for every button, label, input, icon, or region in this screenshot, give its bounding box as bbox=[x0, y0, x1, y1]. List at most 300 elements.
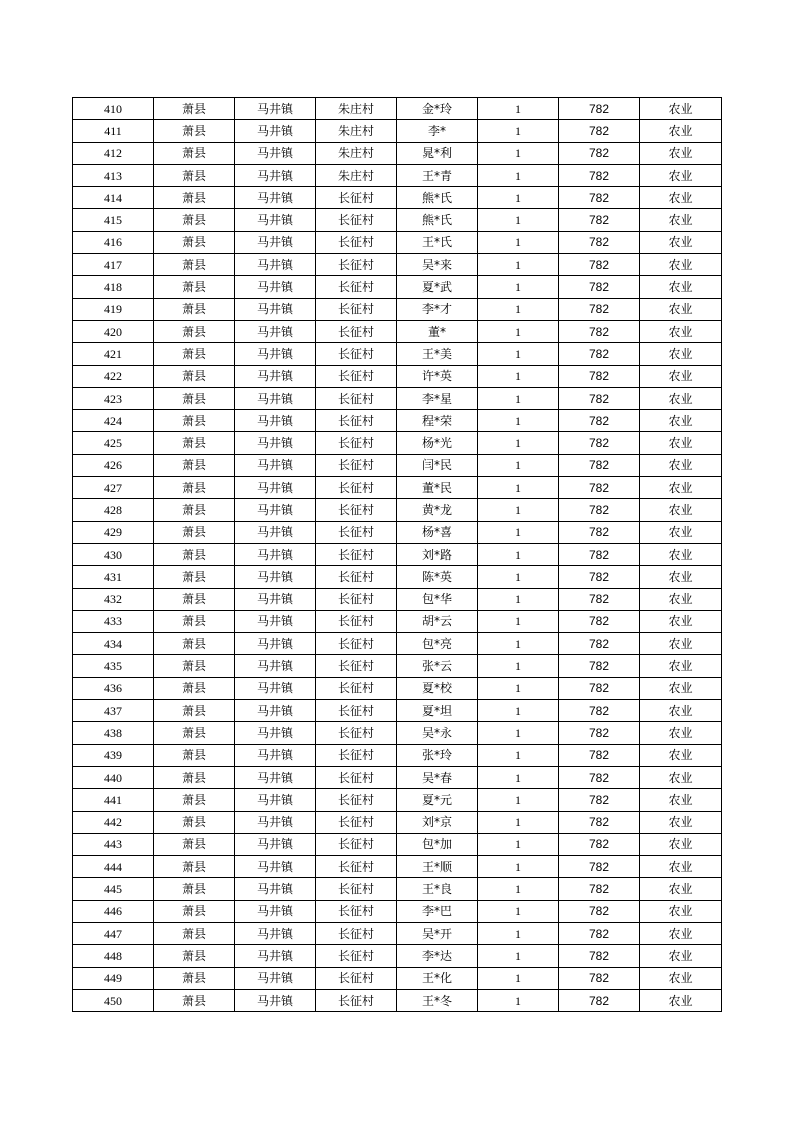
name-cell: 夏*元 bbox=[397, 789, 478, 811]
town-cell: 马井镇 bbox=[235, 432, 316, 454]
category-cell: 农业 bbox=[640, 766, 722, 788]
amount-cell: 782 bbox=[559, 967, 640, 989]
category-cell: 农业 bbox=[640, 164, 722, 186]
village-cell: 长征村 bbox=[316, 989, 397, 1011]
amount-cell: 782 bbox=[559, 655, 640, 677]
name-cell: 吴*来 bbox=[397, 254, 478, 276]
category-cell: 农业 bbox=[640, 900, 722, 922]
village-cell: 长征村 bbox=[316, 856, 397, 878]
village-cell: 朱庄村 bbox=[316, 142, 397, 164]
village-cell: 长征村 bbox=[316, 387, 397, 409]
table-row bbox=[73, 320, 722, 342]
name-cell: 胡*云 bbox=[397, 610, 478, 632]
amount-cell: 782 bbox=[559, 343, 640, 365]
amount-cell: 782 bbox=[559, 588, 640, 610]
county-cell: 萧县 bbox=[154, 298, 235, 320]
village-cell: 长征村 bbox=[316, 833, 397, 855]
name-cell: 刘*路 bbox=[397, 543, 478, 565]
amount-cell: 782 bbox=[559, 432, 640, 454]
county-cell: 萧县 bbox=[154, 811, 235, 833]
amount-cell: 782 bbox=[559, 209, 640, 231]
serial-number-cell: 431 bbox=[73, 566, 154, 588]
county-cell: 萧县 bbox=[154, 365, 235, 387]
category-cell: 农业 bbox=[640, 856, 722, 878]
count-cell: 1 bbox=[478, 387, 559, 409]
table-row bbox=[73, 432, 722, 454]
town-cell: 马井镇 bbox=[235, 254, 316, 276]
town-cell: 马井镇 bbox=[235, 922, 316, 944]
town-cell: 马井镇 bbox=[235, 677, 316, 699]
count-cell: 1 bbox=[478, 633, 559, 655]
town-cell: 马井镇 bbox=[235, 454, 316, 476]
table-row bbox=[73, 700, 722, 722]
table-row bbox=[73, 164, 722, 186]
table-row bbox=[73, 187, 722, 209]
category-cell: 农业 bbox=[640, 499, 722, 521]
count-cell: 1 bbox=[478, 900, 559, 922]
category-cell: 农业 bbox=[640, 588, 722, 610]
category-cell: 农业 bbox=[640, 120, 722, 142]
count-cell: 1 bbox=[478, 588, 559, 610]
town-cell: 马井镇 bbox=[235, 900, 316, 922]
amount-cell: 782 bbox=[559, 833, 640, 855]
name-cell: 杨*光 bbox=[397, 432, 478, 454]
serial-number-cell: 410 bbox=[73, 98, 154, 120]
amount-cell: 782 bbox=[559, 766, 640, 788]
town-cell: 马井镇 bbox=[235, 610, 316, 632]
category-cell: 农业 bbox=[640, 454, 722, 476]
category-cell: 农业 bbox=[640, 922, 722, 944]
category-cell: 农业 bbox=[640, 722, 722, 744]
category-cell: 农业 bbox=[640, 833, 722, 855]
count-cell: 1 bbox=[478, 454, 559, 476]
village-cell: 长征村 bbox=[316, 499, 397, 521]
serial-number-cell: 419 bbox=[73, 298, 154, 320]
village-cell: 长征村 bbox=[316, 789, 397, 811]
town-cell: 马井镇 bbox=[235, 700, 316, 722]
count-cell: 1 bbox=[478, 878, 559, 900]
table-row bbox=[73, 766, 722, 788]
name-cell: 夏*武 bbox=[397, 276, 478, 298]
county-cell: 萧县 bbox=[154, 610, 235, 632]
serial-number-cell: 416 bbox=[73, 231, 154, 253]
county-cell: 萧县 bbox=[154, 833, 235, 855]
name-cell: 张*云 bbox=[397, 655, 478, 677]
name-cell: 李*达 bbox=[397, 945, 478, 967]
serial-number-cell: 415 bbox=[73, 209, 154, 231]
category-cell: 农业 bbox=[640, 98, 722, 120]
name-cell: 张*玲 bbox=[397, 744, 478, 766]
category-cell: 农业 bbox=[640, 945, 722, 967]
count-cell: 1 bbox=[478, 98, 559, 120]
village-cell: 长征村 bbox=[316, 432, 397, 454]
name-cell: 王*氏 bbox=[397, 231, 478, 253]
amount-cell: 782 bbox=[559, 298, 640, 320]
serial-number-cell: 448 bbox=[73, 945, 154, 967]
county-cell: 萧县 bbox=[154, 231, 235, 253]
county-cell: 萧县 bbox=[154, 677, 235, 699]
count-cell: 1 bbox=[478, 499, 559, 521]
serial-number-cell: 442 bbox=[73, 811, 154, 833]
town-cell: 马井镇 bbox=[235, 231, 316, 253]
town-cell: 马井镇 bbox=[235, 320, 316, 342]
county-cell: 萧县 bbox=[154, 343, 235, 365]
county-cell: 萧县 bbox=[154, 744, 235, 766]
count-cell: 1 bbox=[478, 833, 559, 855]
amount-cell: 782 bbox=[559, 187, 640, 209]
table-row bbox=[73, 744, 722, 766]
amount-cell: 782 bbox=[559, 98, 640, 120]
village-cell: 长征村 bbox=[316, 900, 397, 922]
count-cell: 1 bbox=[478, 722, 559, 744]
table-row bbox=[73, 499, 722, 521]
table-row bbox=[73, 231, 722, 253]
category-cell: 农业 bbox=[640, 410, 722, 432]
county-cell: 萧县 bbox=[154, 187, 235, 209]
village-cell: 长征村 bbox=[316, 343, 397, 365]
county-cell: 萧县 bbox=[154, 120, 235, 142]
count-cell: 1 bbox=[478, 320, 559, 342]
county-cell: 萧县 bbox=[154, 922, 235, 944]
table-row bbox=[73, 878, 722, 900]
town-cell: 马井镇 bbox=[235, 789, 316, 811]
serial-number-cell: 420 bbox=[73, 320, 154, 342]
serial-number-cell: 450 bbox=[73, 989, 154, 1011]
count-cell: 1 bbox=[478, 432, 559, 454]
county-cell: 萧县 bbox=[154, 98, 235, 120]
county-cell: 萧县 bbox=[154, 700, 235, 722]
category-cell: 农业 bbox=[640, 231, 722, 253]
table-row bbox=[73, 945, 722, 967]
town-cell: 马井镇 bbox=[235, 276, 316, 298]
table-row bbox=[73, 454, 722, 476]
name-cell: 程*荣 bbox=[397, 410, 478, 432]
county-cell: 萧县 bbox=[154, 454, 235, 476]
table-row bbox=[73, 588, 722, 610]
serial-number-cell: 436 bbox=[73, 677, 154, 699]
category-cell: 农业 bbox=[640, 187, 722, 209]
table-row bbox=[73, 254, 722, 276]
amount-cell: 782 bbox=[559, 922, 640, 944]
village-cell: 长征村 bbox=[316, 967, 397, 989]
table-row bbox=[73, 789, 722, 811]
village-cell: 长征村 bbox=[316, 320, 397, 342]
category-cell: 农业 bbox=[640, 432, 722, 454]
amount-cell: 782 bbox=[559, 231, 640, 253]
name-cell: 晁*利 bbox=[397, 142, 478, 164]
amount-cell: 782 bbox=[559, 320, 640, 342]
village-cell: 长征村 bbox=[316, 722, 397, 744]
name-cell: 包*加 bbox=[397, 833, 478, 855]
count-cell: 1 bbox=[478, 610, 559, 632]
amount-cell: 782 bbox=[559, 856, 640, 878]
count-cell: 1 bbox=[478, 276, 559, 298]
county-cell: 萧县 bbox=[154, 566, 235, 588]
town-cell: 马井镇 bbox=[235, 989, 316, 1011]
village-cell: 长征村 bbox=[316, 700, 397, 722]
county-cell: 萧县 bbox=[154, 766, 235, 788]
village-cell: 长征村 bbox=[316, 566, 397, 588]
category-cell: 农业 bbox=[640, 209, 722, 231]
name-cell: 王*化 bbox=[397, 967, 478, 989]
name-cell: 闫*民 bbox=[397, 454, 478, 476]
serial-number-cell: 445 bbox=[73, 878, 154, 900]
table-row bbox=[73, 142, 722, 164]
amount-cell: 782 bbox=[559, 387, 640, 409]
serial-number-cell: 421 bbox=[73, 343, 154, 365]
category-cell: 农业 bbox=[640, 387, 722, 409]
count-cell: 1 bbox=[478, 343, 559, 365]
serial-number-cell: 423 bbox=[73, 387, 154, 409]
town-cell: 马井镇 bbox=[235, 856, 316, 878]
amount-cell: 782 bbox=[559, 789, 640, 811]
count-cell: 1 bbox=[478, 231, 559, 253]
name-cell: 夏*坦 bbox=[397, 700, 478, 722]
amount-cell: 782 bbox=[559, 900, 640, 922]
county-cell: 萧县 bbox=[154, 387, 235, 409]
village-cell: 长征村 bbox=[316, 477, 397, 499]
count-cell: 1 bbox=[478, 521, 559, 543]
category-cell: 农业 bbox=[640, 477, 722, 499]
table-row bbox=[73, 477, 722, 499]
town-cell: 马井镇 bbox=[235, 811, 316, 833]
serial-number-cell: 447 bbox=[73, 922, 154, 944]
village-cell: 长征村 bbox=[316, 365, 397, 387]
town-cell: 马井镇 bbox=[235, 878, 316, 900]
serial-number-cell: 441 bbox=[73, 789, 154, 811]
county-cell: 萧县 bbox=[154, 543, 235, 565]
county-cell: 萧县 bbox=[154, 432, 235, 454]
table-row bbox=[73, 833, 722, 855]
village-cell: 长征村 bbox=[316, 298, 397, 320]
count-cell: 1 bbox=[478, 365, 559, 387]
name-cell: 王*美 bbox=[397, 343, 478, 365]
category-cell: 农业 bbox=[640, 744, 722, 766]
serial-number-cell: 446 bbox=[73, 900, 154, 922]
table-row bbox=[73, 633, 722, 655]
category-cell: 农业 bbox=[640, 566, 722, 588]
town-cell: 马井镇 bbox=[235, 566, 316, 588]
amount-cell: 782 bbox=[559, 164, 640, 186]
count-cell: 1 bbox=[478, 945, 559, 967]
count-cell: 1 bbox=[478, 142, 559, 164]
village-cell: 朱庄村 bbox=[316, 164, 397, 186]
amount-cell: 782 bbox=[559, 610, 640, 632]
count-cell: 1 bbox=[478, 856, 559, 878]
county-cell: 萧县 bbox=[154, 878, 235, 900]
town-cell: 马井镇 bbox=[235, 387, 316, 409]
amount-cell: 782 bbox=[559, 142, 640, 164]
category-cell: 农业 bbox=[640, 789, 722, 811]
amount-cell: 782 bbox=[559, 566, 640, 588]
serial-number-cell: 435 bbox=[73, 655, 154, 677]
village-cell: 朱庄村 bbox=[316, 98, 397, 120]
table-row bbox=[73, 722, 722, 744]
category-cell: 农业 bbox=[640, 320, 722, 342]
count-cell: 1 bbox=[478, 543, 559, 565]
category-cell: 农业 bbox=[640, 811, 722, 833]
village-cell: 朱庄村 bbox=[316, 120, 397, 142]
name-cell: 金*玲 bbox=[397, 98, 478, 120]
name-cell: 黄*龙 bbox=[397, 499, 478, 521]
serial-number-cell: 443 bbox=[73, 833, 154, 855]
village-cell: 长征村 bbox=[316, 610, 397, 632]
category-cell: 农业 bbox=[640, 343, 722, 365]
village-cell: 长征村 bbox=[316, 521, 397, 543]
town-cell: 马井镇 bbox=[235, 833, 316, 855]
county-cell: 萧县 bbox=[154, 410, 235, 432]
name-cell: 李* bbox=[397, 120, 478, 142]
category-cell: 农业 bbox=[640, 521, 722, 543]
count-cell: 1 bbox=[478, 789, 559, 811]
table-row bbox=[73, 521, 722, 543]
name-cell: 王*良 bbox=[397, 878, 478, 900]
table-row bbox=[73, 209, 722, 231]
amount-cell: 782 bbox=[559, 811, 640, 833]
serial-number-cell: 413 bbox=[73, 164, 154, 186]
county-cell: 萧县 bbox=[154, 633, 235, 655]
town-cell: 马井镇 bbox=[235, 499, 316, 521]
serial-number-cell: 425 bbox=[73, 432, 154, 454]
town-cell: 马井镇 bbox=[235, 945, 316, 967]
village-cell: 长征村 bbox=[316, 655, 397, 677]
count-cell: 1 bbox=[478, 120, 559, 142]
table-row bbox=[73, 655, 722, 677]
village-cell: 长征村 bbox=[316, 231, 397, 253]
amount-cell: 782 bbox=[559, 543, 640, 565]
town-cell: 马井镇 bbox=[235, 120, 316, 142]
amount-cell: 782 bbox=[559, 744, 640, 766]
count-cell: 1 bbox=[478, 477, 559, 499]
serial-number-cell: 440 bbox=[73, 766, 154, 788]
category-cell: 农业 bbox=[640, 633, 722, 655]
serial-number-cell: 433 bbox=[73, 610, 154, 632]
town-cell: 马井镇 bbox=[235, 477, 316, 499]
village-cell: 长征村 bbox=[316, 254, 397, 276]
county-cell: 萧县 bbox=[154, 276, 235, 298]
town-cell: 马井镇 bbox=[235, 410, 316, 432]
serial-number-cell: 428 bbox=[73, 499, 154, 521]
town-cell: 马井镇 bbox=[235, 588, 316, 610]
table-row bbox=[73, 543, 722, 565]
amount-cell: 782 bbox=[559, 521, 640, 543]
amount-cell: 782 bbox=[559, 454, 640, 476]
town-cell: 马井镇 bbox=[235, 655, 316, 677]
amount-cell: 782 bbox=[559, 254, 640, 276]
serial-number-cell: 439 bbox=[73, 744, 154, 766]
table-row bbox=[73, 410, 722, 432]
serial-number-cell: 427 bbox=[73, 477, 154, 499]
county-cell: 萧县 bbox=[154, 789, 235, 811]
table-row bbox=[73, 276, 722, 298]
category-cell: 农业 bbox=[640, 700, 722, 722]
table-row bbox=[73, 922, 722, 944]
count-cell: 1 bbox=[478, 700, 559, 722]
name-cell: 杨*喜 bbox=[397, 521, 478, 543]
amount-cell: 782 bbox=[559, 120, 640, 142]
table-row bbox=[73, 677, 722, 699]
county-cell: 萧县 bbox=[154, 254, 235, 276]
county-cell: 萧县 bbox=[154, 142, 235, 164]
name-cell: 包*亮 bbox=[397, 633, 478, 655]
category-cell: 农业 bbox=[640, 298, 722, 320]
serial-number-cell: 438 bbox=[73, 722, 154, 744]
count-cell: 1 bbox=[478, 677, 559, 699]
table-row bbox=[73, 343, 722, 365]
name-cell: 王*青 bbox=[397, 164, 478, 186]
table-row bbox=[73, 298, 722, 320]
table-row bbox=[73, 811, 722, 833]
serial-number-cell: 430 bbox=[73, 543, 154, 565]
county-cell: 萧县 bbox=[154, 499, 235, 521]
category-cell: 农业 bbox=[640, 655, 722, 677]
name-cell: 刘*京 bbox=[397, 811, 478, 833]
village-cell: 长征村 bbox=[316, 410, 397, 432]
village-cell: 长征村 bbox=[316, 187, 397, 209]
town-cell: 马井镇 bbox=[235, 365, 316, 387]
serial-number-cell: 434 bbox=[73, 633, 154, 655]
amount-cell: 782 bbox=[559, 989, 640, 1011]
county-cell: 萧县 bbox=[154, 209, 235, 231]
category-cell: 农业 bbox=[640, 677, 722, 699]
county-cell: 萧县 bbox=[154, 900, 235, 922]
name-cell: 陈*英 bbox=[397, 566, 478, 588]
serial-number-cell: 426 bbox=[73, 454, 154, 476]
count-cell: 1 bbox=[478, 922, 559, 944]
county-cell: 萧县 bbox=[154, 989, 235, 1011]
name-cell: 吴*开 bbox=[397, 922, 478, 944]
table-row bbox=[73, 120, 722, 142]
serial-number-cell: 411 bbox=[73, 120, 154, 142]
town-cell: 马井镇 bbox=[235, 209, 316, 231]
county-cell: 萧县 bbox=[154, 164, 235, 186]
village-cell: 长征村 bbox=[316, 878, 397, 900]
serial-number-cell: 417 bbox=[73, 254, 154, 276]
table-row bbox=[73, 387, 722, 409]
category-cell: 农业 bbox=[640, 610, 722, 632]
count-cell: 1 bbox=[478, 209, 559, 231]
county-cell: 萧县 bbox=[154, 521, 235, 543]
name-cell: 熊*氏 bbox=[397, 187, 478, 209]
village-cell: 长征村 bbox=[316, 588, 397, 610]
town-cell: 马井镇 bbox=[235, 142, 316, 164]
table-body bbox=[73, 98, 722, 1012]
category-cell: 农业 bbox=[640, 365, 722, 387]
count-cell: 1 bbox=[478, 410, 559, 432]
village-cell: 长征村 bbox=[316, 209, 397, 231]
table-row bbox=[73, 566, 722, 588]
amount-cell: 782 bbox=[559, 365, 640, 387]
town-cell: 马井镇 bbox=[235, 521, 316, 543]
amount-cell: 782 bbox=[559, 945, 640, 967]
county-cell: 萧县 bbox=[154, 722, 235, 744]
category-cell: 农业 bbox=[640, 989, 722, 1011]
table-row bbox=[73, 989, 722, 1011]
amount-cell: 782 bbox=[559, 633, 640, 655]
table-row bbox=[73, 967, 722, 989]
name-cell: 李*巴 bbox=[397, 900, 478, 922]
town-cell: 马井镇 bbox=[235, 164, 316, 186]
amount-cell: 782 bbox=[559, 878, 640, 900]
county-cell: 萧县 bbox=[154, 588, 235, 610]
county-cell: 萧县 bbox=[154, 477, 235, 499]
amount-cell: 782 bbox=[559, 276, 640, 298]
name-cell: 王*顺 bbox=[397, 856, 478, 878]
amount-cell: 782 bbox=[559, 410, 640, 432]
village-cell: 长征村 bbox=[316, 677, 397, 699]
serial-number-cell: 449 bbox=[73, 967, 154, 989]
category-cell: 农业 bbox=[640, 142, 722, 164]
